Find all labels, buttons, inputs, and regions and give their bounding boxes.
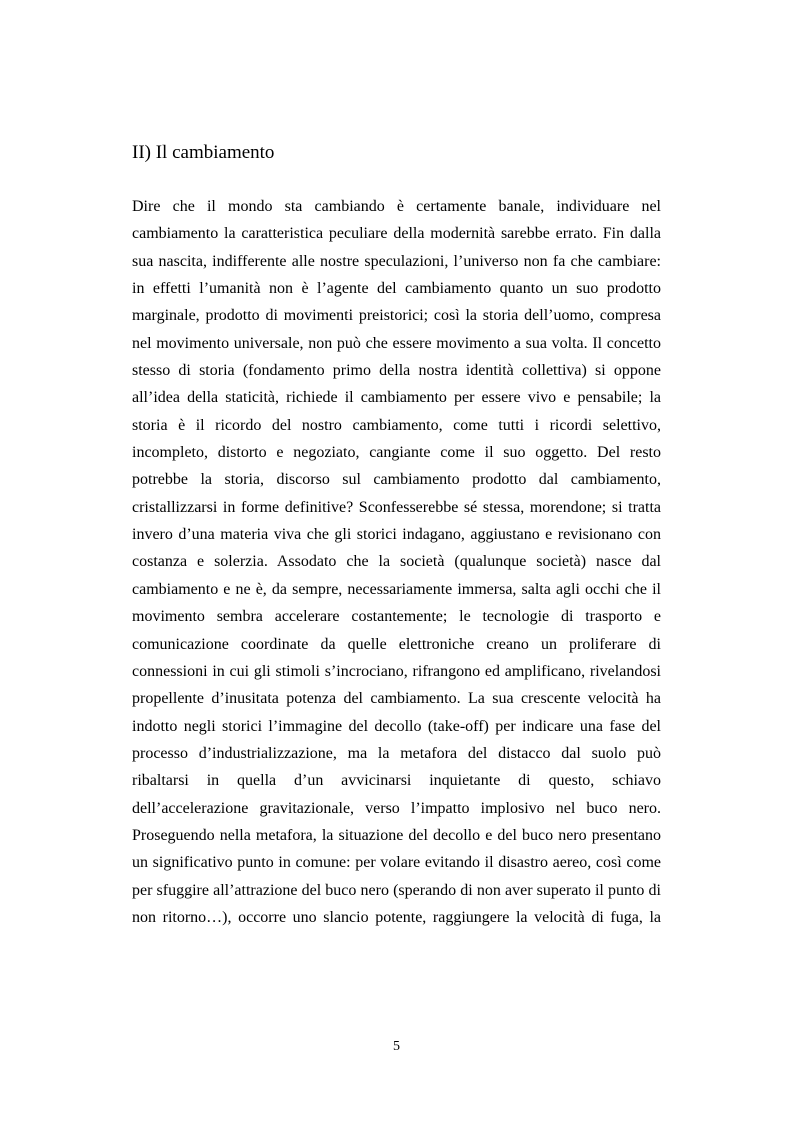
body-paragraph bbox=[132, 193, 661, 931]
text-line: nel movimento universale, non può che essere movimento a sua volta. Il concetto bbox=[132, 334, 661, 352]
text-line: movimento sembra accelerare costantemente; le tecnologie di trasporto e bbox=[132, 608, 661, 626]
text-line: marginale, prodotto di movimenti preistorici; così la storia dell’uomo, compresa bbox=[132, 307, 661, 325]
text-line: Dire che il mondo sta cambiando è certamente banale, individuare nel bbox=[132, 198, 661, 215]
text-line: comunicazione coordinate da quelle elettroniche creano un proliferare di bbox=[132, 635, 661, 653]
text-line: stesso di storia (fondamento primo della nostra identità collettiva) si oppone bbox=[132, 362, 661, 380]
text-line: ribaltarsi in quella d’un avvicinarsi inquietante di questo, schiavo bbox=[132, 772, 661, 790]
text-line: connessioni in cui gli stimoli s’incrociano, rifrangono ed amplificano, rivelandosi bbox=[132, 662, 661, 680]
text-line: cambiamento e ne è, da sempre, necessariamente immersa, salta agli occhi che il bbox=[132, 580, 661, 598]
text-line: indotto negli storici l’immagine del decollo (take-off) per indicare una fase del bbox=[132, 717, 661, 735]
text-line: potrebbe la storia, discorso sul cambiamento prodotto dal cambiamento, bbox=[132, 471, 661, 489]
text-line: cristallizzarsi in forme definitive? Sconfesserebbe sé stessa, morendone; si tratta bbox=[132, 498, 661, 516]
text-line: un significativo punto in comune: per volare evitando il disastro aereo, così come bbox=[132, 854, 661, 872]
text-line: storia è il ricordo del nostro cambiamento, come tutti i ricordi selettivo, bbox=[132, 416, 661, 434]
text-line: Proseguendo nella metafora, la situazione del decollo e del buco nero presentano bbox=[132, 826, 661, 844]
text-line: incompleto, distorto e negoziato, cangiante come il suo oggetto. Del resto bbox=[132, 444, 661, 462]
text-line: non ritorno…), occorre uno slancio potente, raggiungere la velocità di fuga, la bbox=[132, 908, 661, 926]
text-line: cambiamento la caratteristica peculiare della modernità sarebbe errato. Fin dalla bbox=[132, 225, 661, 243]
text-line: propellente d’inusitata potenza del cambiamento. La sua crescente velocità ha bbox=[132, 690, 661, 708]
text-line: invero d’una materia viva che gli storici indagano, aggiustano e revisionano con bbox=[132, 526, 661, 544]
text-line: in effetti l’umanità non è l’agente del cambiamento quanto un suo prodotto bbox=[132, 280, 661, 298]
text-line: per sfuggire all’attrazione del buco nero (sperando di non aver superato il punto di bbox=[132, 881, 661, 899]
section-heading: II) Il cambiamento bbox=[132, 142, 275, 163]
text-line: costanza e solerzia. Assodato che la società (qualunque società) nasce dal bbox=[132, 553, 661, 571]
text-line: all’idea della staticità, richiede il cambiamento per essere vivo e pensabile; la bbox=[132, 389, 661, 407]
text-line: sua nascita, indifferente alle nostre speculazioni, l’universo non fa che cambiare: bbox=[132, 252, 661, 270]
text-line: dell’accelerazione gravitazionale, verso l’impatto implosivo nel buco nero. bbox=[132, 799, 661, 817]
text-line: processo d’industrializzazione, ma la metafora del distacco dal suolo può bbox=[132, 744, 661, 762]
page-number: 5 bbox=[393, 1039, 400, 1054]
